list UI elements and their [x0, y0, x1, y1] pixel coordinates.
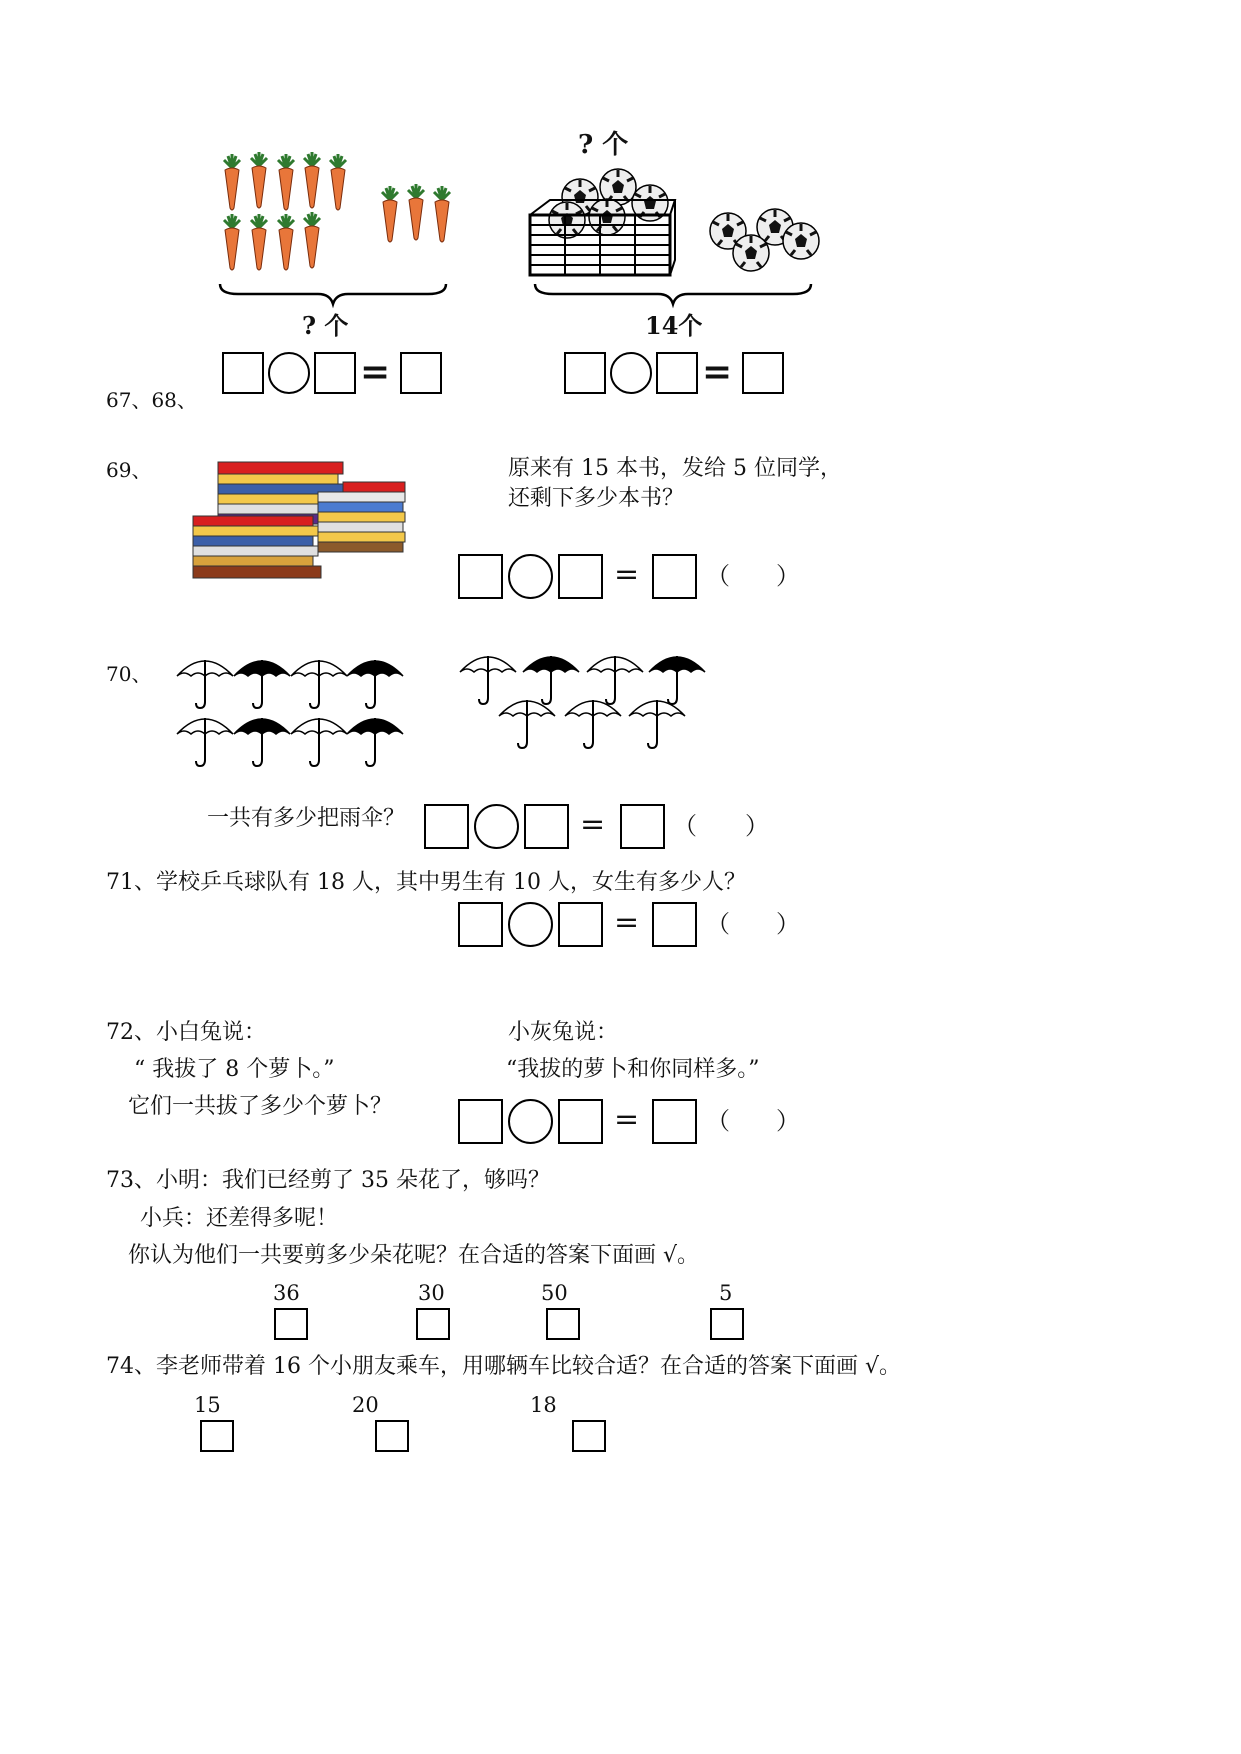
- q74-option-label: 18: [530, 1393, 557, 1417]
- q68-answer-box-3[interactable]: [742, 352, 784, 394]
- q67-equals-sign: =: [360, 351, 391, 393]
- q74-option-checkbox[interactable]: [200, 1420, 234, 1452]
- q71-unit-paren-close: ）: [776, 910, 800, 938]
- q71-answer-box-2[interactable]: [558, 902, 603, 947]
- q67-answer-box-1[interactable]: [222, 352, 264, 394]
- q73-option-checkbox[interactable]: [274, 1308, 308, 1340]
- q70-unit-paren-open: （: [673, 812, 697, 840]
- q69-text-line-2: 还剩下多少本书？: [508, 486, 685, 511]
- q68-equals-sign: =: [702, 351, 733, 393]
- q67-answer-box-2[interactable]: [314, 352, 356, 394]
- q71-answer-box-3[interactable]: [652, 902, 697, 947]
- q69-operator-circle[interactable]: [508, 554, 553, 599]
- q72-gray-rabbit-quote: “我拔的萝卜和你同样多。”: [506, 1057, 760, 1082]
- q67-68-number: 67、68、: [106, 388, 197, 412]
- q70-answer-box-2[interactable]: [524, 804, 569, 849]
- q70-number: 70、: [106, 662, 152, 686]
- q70-answer-box-1[interactable]: [424, 804, 469, 849]
- q73-option-checkbox[interactable]: [710, 1308, 744, 1340]
- q67-operator-circle[interactable]: [268, 352, 310, 394]
- q73-line-3: 你认为他们一共要剪多少朵花呢？在合适的答案下面画 √。: [128, 1243, 700, 1268]
- q72-answer-box-3[interactable]: [652, 1099, 697, 1144]
- q71-operator-circle[interactable]: [508, 902, 553, 947]
- q69-unit-paren-close: ）: [776, 562, 800, 590]
- q73-option-label: 5: [719, 1281, 733, 1305]
- q72-question: 它们一共拔了多少个萝卜？: [128, 1094, 393, 1119]
- q70-answer-box-3[interactable]: [620, 804, 665, 849]
- q69-number: 69、: [106, 458, 152, 482]
- q73-option-label: 50: [541, 1281, 568, 1305]
- q70-question: 一共有多少把雨伞？: [207, 806, 406, 831]
- q72-white-rabbit-quote: “ 我拔了 8 个萝卜。”: [134, 1057, 335, 1082]
- carrots-illustration: [218, 148, 478, 278]
- soccer-balls-illustration: [525, 165, 825, 285]
- q74-option-checkbox[interactable]: [375, 1420, 409, 1452]
- q67-answer-box-3[interactable]: [400, 352, 442, 394]
- q74-option-checkbox[interactable]: [572, 1420, 606, 1452]
- q70-unit-paren-close: ）: [745, 812, 769, 840]
- q74-option-label: 15: [194, 1393, 221, 1417]
- q74-line-1: 74、李老师带着 16 个小朋友乘车，用哪辆车比较合适？在合适的答案下面画 √。: [106, 1354, 901, 1379]
- books-illustration: [188, 452, 408, 587]
- q69-equals-sign: =: [614, 557, 640, 592]
- balls-brace: [533, 282, 813, 306]
- q72-answer-box-1[interactable]: [458, 1099, 503, 1144]
- q72-unit-paren-close: ）: [776, 1107, 800, 1135]
- q71-answer-box-1[interactable]: [458, 902, 503, 947]
- q73-option-checkbox[interactable]: [416, 1308, 450, 1340]
- q71-question: 71、学校乒乓球队有 18 人，其中男生有 10 人，女生有多少人？: [106, 870, 746, 895]
- balls-top-label: ? 个: [578, 130, 629, 160]
- q71-equals-sign: =: [614, 905, 640, 940]
- q72-equals-sign: =: [614, 1102, 640, 1137]
- q72-gray-rabbit-intro: 小灰兔说：: [508, 1020, 619, 1045]
- q69-answer-box-1[interactable]: [458, 554, 503, 599]
- umbrellas-group-left: [172, 648, 412, 773]
- q73-line-1: 73、小明：我们已经剪了 35 朵花了，够吗？: [106, 1168, 550, 1193]
- q68-operator-circle[interactable]: [610, 352, 652, 394]
- balls-total-label: 14个: [645, 311, 703, 340]
- q69-answer-box-3[interactable]: [652, 554, 697, 599]
- carrots-brace: [218, 282, 448, 306]
- q70-operator-circle[interactable]: [474, 804, 519, 849]
- q68-answer-box-1[interactable]: [564, 352, 606, 394]
- q70-equals-sign: =: [580, 807, 606, 842]
- q73-option-label: 30: [418, 1281, 445, 1305]
- q72-unit-paren-open: （: [706, 1107, 730, 1135]
- q73-option-label: 36: [273, 1281, 300, 1305]
- q72-white-rabbit-intro: 72、小白兔说：: [106, 1020, 266, 1045]
- q68-answer-box-2[interactable]: [656, 352, 698, 394]
- q69-answer-box-2[interactable]: [558, 554, 603, 599]
- q74-option-label: 20: [352, 1393, 379, 1417]
- q69-text-line-1: 原来有 15 本书，发给 5 位同学，: [508, 456, 842, 481]
- carrots-total-label: ? 个: [302, 311, 349, 340]
- q71-unit-paren-open: （: [706, 910, 730, 938]
- q69-unit-paren-open: （: [706, 562, 730, 590]
- umbrellas-group-right: [455, 644, 715, 749]
- q73-option-checkbox[interactable]: [546, 1308, 580, 1340]
- q73-line-2: 小兵：还差得多呢！: [140, 1206, 339, 1231]
- q72-answer-box-2[interactable]: [558, 1099, 603, 1144]
- q72-operator-circle[interactable]: [508, 1099, 553, 1144]
